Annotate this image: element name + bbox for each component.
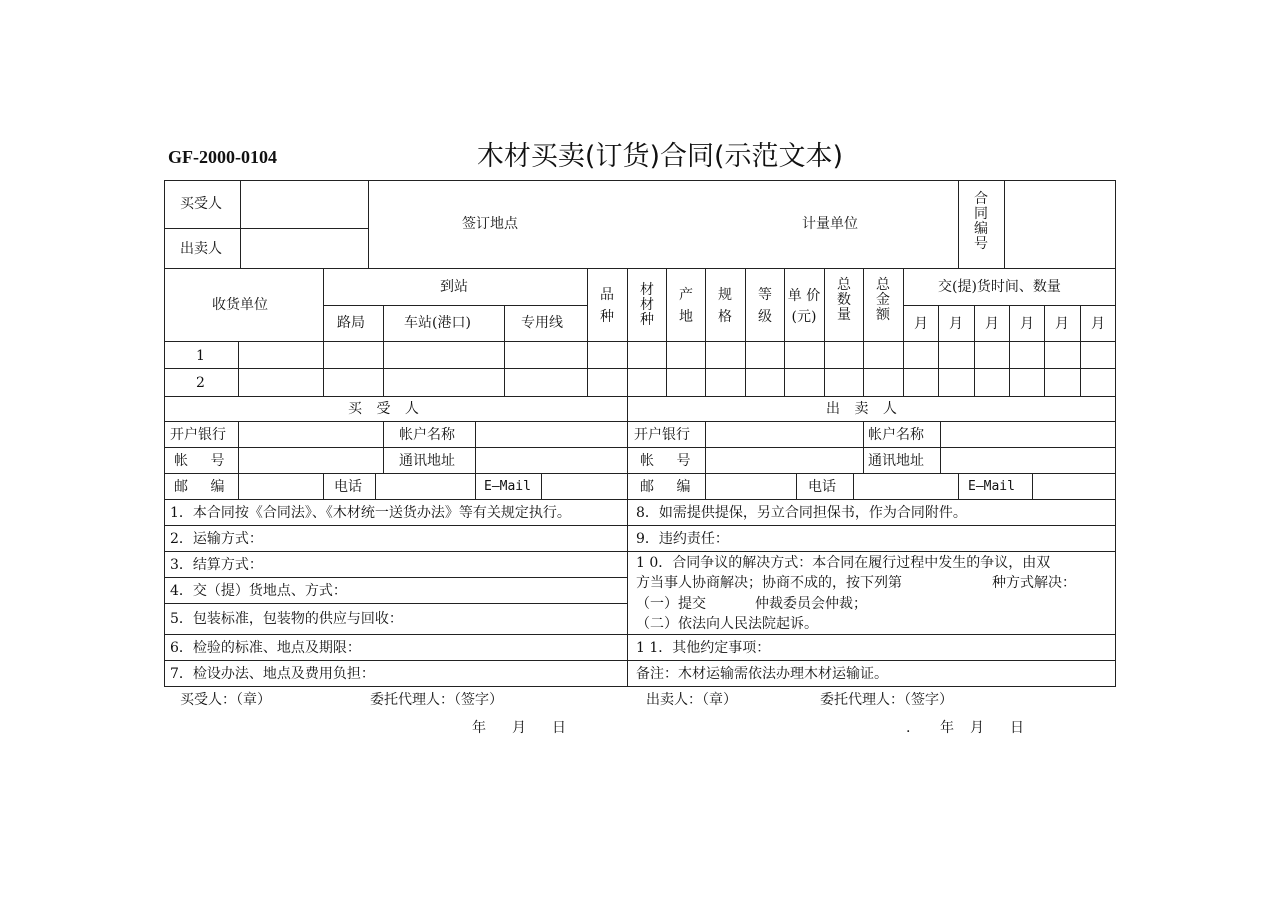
- sign-place-label: 签订地点: [462, 216, 518, 232]
- contract-no-field[interactable]: [1005, 181, 1115, 267]
- term-4: 4．交（提）货地点、方式：: [170, 583, 347, 599]
- seller-date-month: 月: [970, 720, 984, 736]
- term-10-line-3: （一）提交: [636, 596, 706, 612]
- month-label: 月: [1020, 316, 1034, 332]
- seller-date-day: 日: [1010, 720, 1024, 736]
- station-label: 车站(港口): [404, 315, 471, 331]
- seller-agent-sign-label: 委托代理人：（签字）: [820, 692, 953, 708]
- spec-label: 规 格: [718, 287, 732, 325]
- term-5: 5．包装标准，包装物的供应与回收：: [170, 611, 403, 627]
- buyer-date-day: 日: [552, 720, 566, 736]
- buyer-seal-label: 买受人：（章）: [180, 692, 271, 708]
- buyer-name-field[interactable]: [241, 181, 367, 227]
- buyer-phone-label: 电话: [334, 479, 362, 495]
- term-11: 1 1．其他约定事项：: [636, 640, 771, 656]
- note: 备注：木材运输需依法办理木材运输证。: [636, 666, 888, 682]
- total-amount-label: 总 金 额: [876, 277, 890, 323]
- seller-account-name-label: 帐户名称: [868, 427, 924, 443]
- row-number: 1: [196, 348, 205, 364]
- grade-label: 等 级: [758, 287, 772, 325]
- arrival-label: 到站: [440, 279, 468, 295]
- species-label: 材 材 种: [640, 282, 654, 328]
- month-label: 月: [949, 316, 963, 332]
- buyer-date-month: 月: [512, 720, 526, 736]
- form-code: GF-2000-0104: [168, 147, 277, 167]
- seller-email-label: E—Mail: [968, 479, 1015, 494]
- term-3: 3．结算方式：: [170, 557, 263, 573]
- seller-date-year: 年: [940, 720, 954, 736]
- term-8: 8．如需提供提保，另立合同担保书，作为合同附件。: [636, 505, 967, 521]
- siding-label: 专用线: [521, 315, 563, 331]
- variety-label: 品 种: [600, 287, 614, 325]
- unit-label: 计量单位: [802, 216, 858, 232]
- buyer-agent-sign-label: 委托代理人：（签字）: [370, 692, 503, 708]
- month-label: 月: [1055, 316, 1069, 332]
- origin-label: 产 地: [679, 287, 693, 325]
- buyer-postcode-label: 邮 编: [174, 479, 225, 495]
- contract-no-label: 合 同 编 号: [974, 191, 988, 252]
- seller-name-field[interactable]: [241, 229, 367, 267]
- railway-bureau-label: 路局: [337, 315, 365, 331]
- buyer-bank-header: 买 受 人: [348, 401, 419, 417]
- buyer-bank-label: 开户银行: [170, 427, 226, 443]
- seller-bank-label: 开户银行: [634, 427, 690, 443]
- seller-address-label: 通讯地址: [868, 453, 924, 469]
- unit-price-label: 单 价 (元): [787, 288, 821, 325]
- buyer-address-label: 通讯地址: [399, 453, 455, 469]
- term-10-line-3-end: 仲裁委员会仲裁；: [755, 596, 867, 612]
- term-10-line-2: 方当事人协商解决；协商不成的，按下列第: [636, 575, 902, 591]
- seller-label: 出卖人: [180, 241, 222, 257]
- buyer-account-name-label: 帐户名称: [399, 427, 455, 443]
- seller-phone-label: 电话: [808, 479, 836, 495]
- buyer-account-no-label: 帐 号: [174, 453, 225, 469]
- month-label: 月: [914, 316, 928, 332]
- buyer-label: 买受人: [180, 196, 222, 212]
- total-quantity-label: 总 数 量: [837, 277, 851, 323]
- term-7: 7．检设办法、地点及费用负担：: [170, 666, 375, 682]
- goods-row-1[interactable]: [239, 342, 1116, 368]
- term-6: 6．检验的标准、地点及期限：: [170, 640, 361, 656]
- receiver-label: 收货单位: [212, 297, 268, 313]
- goods-row-2[interactable]: [239, 369, 1116, 396]
- seller-seal-label: 出卖人：（章）: [646, 692, 737, 708]
- seller-bank-header: 出 卖 人: [826, 401, 897, 417]
- seller-account-no-label: 帐 号: [640, 453, 691, 469]
- month-label: 月: [1091, 316, 1105, 332]
- month-label: 月: [985, 316, 999, 332]
- seller-postcode-label: 邮 编: [640, 479, 691, 495]
- contract-title: 木材买卖(订货)合同(示范文本): [476, 141, 844, 172]
- term-10-line-1: 1 0．合同争议的解决方式：本合同在履行过程中发生的争议，由双: [636, 555, 1051, 571]
- buyer-email-label: E—Mail: [484, 479, 531, 494]
- row-number: 2: [196, 375, 205, 391]
- term-1: 1．本合同按《合同法》、《木材统一送货办法》等有关规定执行。: [170, 505, 571, 521]
- term-10-line-4: （二）依法向人民法院起诉。: [636, 616, 818, 632]
- delivery-label: 交(提)货时间、数量: [938, 279, 1061, 295]
- term-2: 2．运输方式：: [170, 531, 263, 547]
- term-9: 9．违约责任：: [636, 531, 729, 547]
- buyer-date-year: 年: [472, 720, 486, 736]
- date-dot: .: [906, 720, 911, 736]
- term-10-line-2-end: 种方式解决：: [992, 575, 1076, 591]
